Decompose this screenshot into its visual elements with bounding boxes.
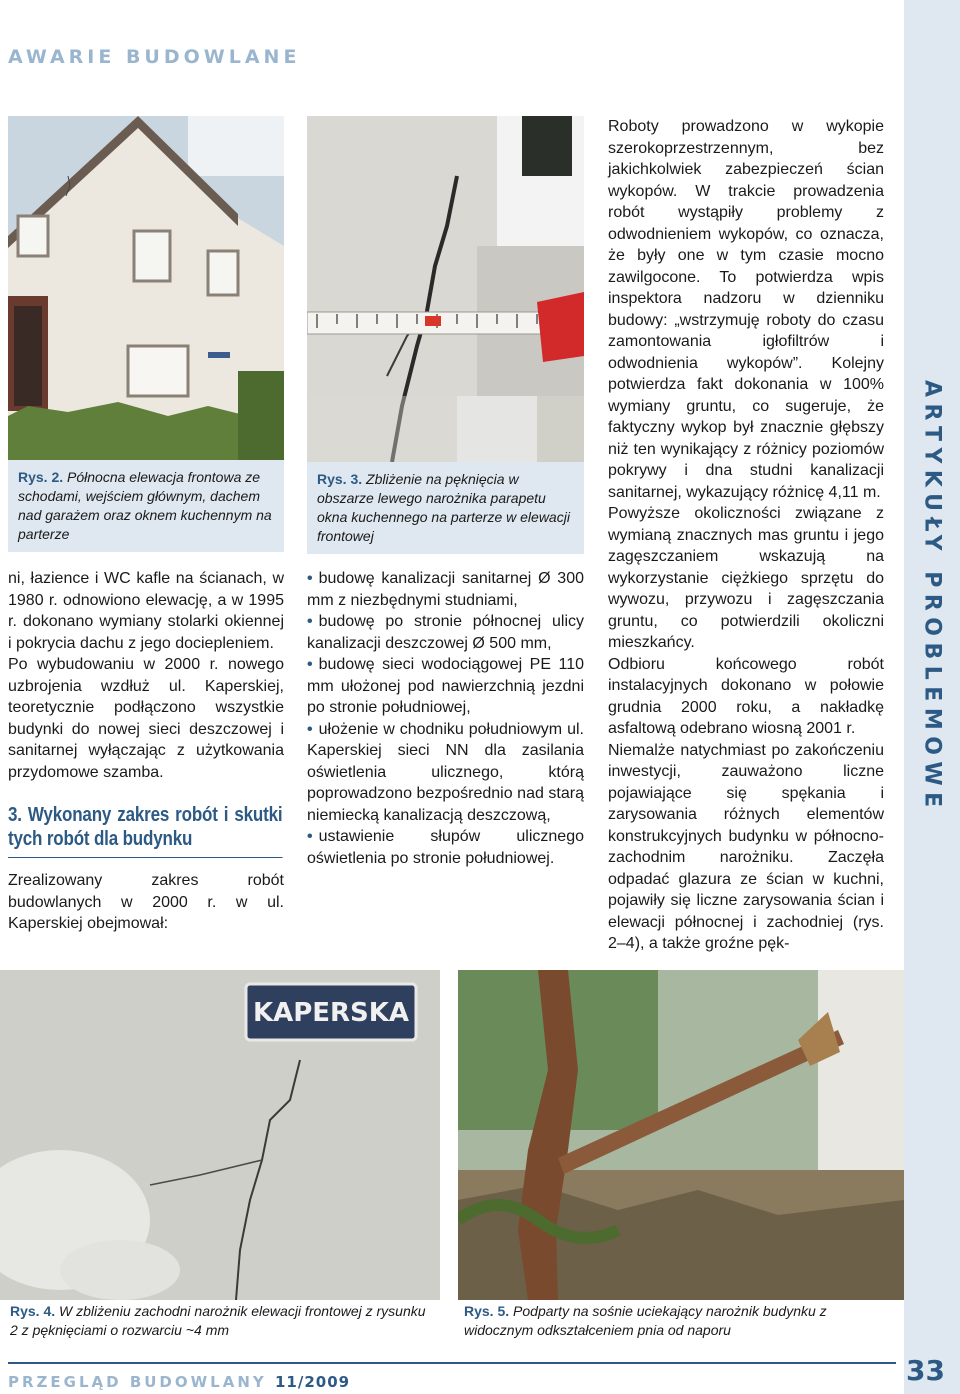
col1-paragraph-1: ni, łazience i WC kafle na ścianach, w 1980 r. odnowiono elewację, a w 1995 r. dokonano wymiany stolarki okiennej i pokrycia dachu z jego dociepleniem. (8, 570, 284, 652)
col3-paragraph-2: Powyższe okoliczności związane z wymianą znacznych mas gruntu i jego zagęszczaniem wskazują na wykorzystanie ciężkiego sprzętu do wywozu, przywozu i zagęszczania gruntu, co potwierdzili okoliczni mieszkańcy. (608, 505, 884, 651)
column-1 (8, 568, 284, 935)
caption-fig5-number: Rys. 5. (464, 1303, 510, 1319)
bullet-icon: • (307, 720, 313, 738)
house-illustration (8, 116, 284, 460)
caption-fig4 (0, 1300, 440, 1344)
column-3 (608, 116, 884, 955)
caption-fig2 (8, 460, 284, 552)
bullet-icon: • (307, 613, 313, 630)
footer-rule (8, 1362, 896, 1364)
caption-fig2-number: Rys. 2. (18, 469, 64, 485)
street-sign-text: KAPERSKA (252, 998, 410, 1028)
caption-fig3-text: Zbliżenie na pęknięcia w obszarze lewego narożnika parapetu okna kuchennego na parterze w elewacji frontowej (317, 471, 570, 544)
photo-wall-sign (0, 970, 440, 1300)
col3-paragraph-1: Roboty prowadzono w wykopie szerokoprzestrzennym, bez jakichkolwiek zabezpieczeń ścian wykopów. W trakcie prowadzenia robót wystąpiły problemy z odwodnieniem wykopów, co oznacza, że były one w tym czasie mocno zawilgocone. To potwierdza wpis inspektora nadzoru w dzienniku budowy: „wstrzymuję roboty do czasu zamontowania igłofiltrów i odwodnienia wykopów”. Kolejny potwierdza fakt dokonania w 100% wymiany gruntu, co sugeruje, że faktyczny wykop był znacznie głębszy niż ten wynikający z różnicy poziomów pokrywy i dna studni kanalizacji sanitarnej, wykazujący różnicę 4,11 m. (608, 118, 884, 501)
list-item: • ułożenie w chodniku południowym ul. Kaperskiej sieci NN dla zasilania oświetlenia ulicznego, którą poprowadzono bezpośrednio nad starą niemiecką kanalizacją deszczową, (307, 720, 584, 824)
wall-sign-illustration (0, 970, 440, 1300)
bullet-icon: • (307, 828, 313, 845)
photo-crack-measure (307, 116, 584, 462)
col3-paragraph-3: Odbioru końcowego robót instalacyjnych dokonano w połowie grudnia 2000 roku, a nakładkę asfaltową odebrano wiosną 2001 r. (608, 655, 884, 737)
photo-house (8, 116, 284, 460)
caption-fig5 (458, 1300, 904, 1344)
journal-issue: 11/2009 (275, 1373, 351, 1391)
caption-fig4-text: W zbliżeniu zachodni narożnik elewacji frontowej z rysunku 2 z pęknięciami o rozwarciu ~4 mm (10, 1303, 426, 1338)
works-list (307, 568, 584, 869)
col1-paragraph-2: Po wybudowaniu w 2000 r. nowego uzbrojenia wzdłuż ul. Kaperskiej, teoretycznie podłączono wszystkie budynki do nowej sieci deszczowej i sanitarnej wyłączając z użytkowania przydomowe szamba. (8, 656, 284, 781)
caption-fig5-text: Podparty na sośnie uciekający narożnik budynku z widocznym odkształceniem pnia od naporu (464, 1303, 827, 1338)
list-item: • budowę kanalizacji sanitarnej Ø 300 mm z niezbędnymi studniami, (307, 570, 584, 609)
list-item: • budowę po stronie północnej ulicy kanalizacji deszczowej Ø 500 mm, (307, 613, 584, 652)
photo-tree-support (458, 970, 904, 1300)
crack-illustration (307, 116, 584, 462)
journal-name: PRZEGLĄD BUDOWLANY (8, 1373, 267, 1391)
footer-journal (8, 1373, 350, 1391)
bullet-icon: • (307, 570, 313, 587)
col1-paragraph-3: Zrealizowany zakres robót budowlanych w 2000 r. w ul. Kaperskiej obejmował: (8, 872, 284, 932)
col3-paragraph-4: Niemalże natychmiast po zakończeniu inwestycji, zauważono liczne pojawiające się spękania i zarysowania różnych elementów konstrukcyjnych budynku w północno-zachodnim narożniku. Zaczęła odpadać glazura ze ścian w kuchni, pojawiły się liczne zarysowania ścian i elewacji północnej i zachodniej (rys. 2–4), a także groźne pęk- (608, 741, 884, 952)
bullet-icon: • (307, 656, 313, 673)
caption-fig2-text: Północna elewacja frontowa ze schodami, wejściem głównym, dachem nad garażem oraz oknem kuchennym na parterze (18, 469, 272, 542)
side-label: ARTYKUŁY PROBLEMOWE (919, 380, 945, 814)
list-item: • budowę sieci wodociągowej PE 110 mm ułożonej pod nawierzchnią jezdni po stronie południowej, (307, 656, 584, 716)
side-label-container (884, 380, 960, 900)
section-header: AWARIE BUDOWLANE (8, 46, 301, 68)
page-number: 33 (906, 1354, 945, 1387)
caption-fig3 (307, 462, 584, 554)
caption-fig3-number: Rys. 3. (317, 471, 363, 487)
column-2 (307, 568, 584, 869)
tree-support-illustration (458, 970, 904, 1300)
caption-fig4-number: Rys. 4. (10, 1303, 56, 1319)
list-item: • ustawienie słupów ulicznego oświetlenia po stronie południowej. (307, 828, 584, 867)
section-heading: 3. Wykonany zakres robót i skutki tych robót dla budynku (8, 803, 282, 858)
